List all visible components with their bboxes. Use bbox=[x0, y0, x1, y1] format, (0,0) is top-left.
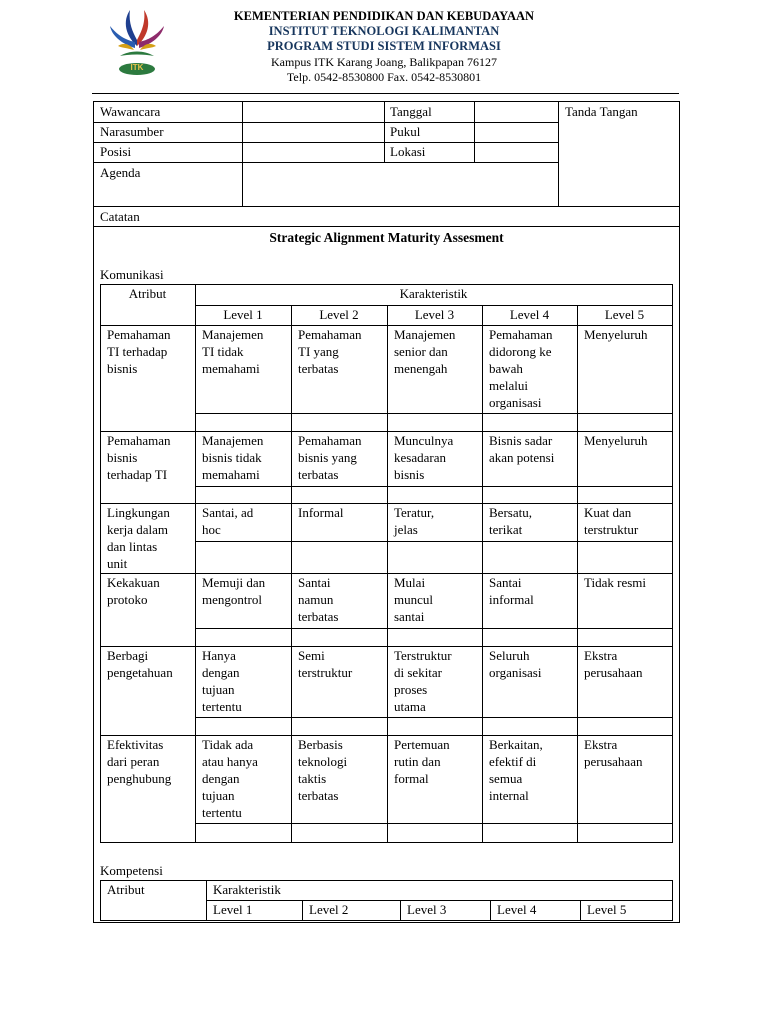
characteristic-text: Ekstra bbox=[584, 737, 618, 752]
characteristic-text: Bisnis sadar bbox=[489, 433, 553, 448]
section-kompetensi: Kompetensi bbox=[100, 863, 163, 878]
characteristic-text: Menyeluruh bbox=[584, 433, 648, 448]
label-wawancara: Wawancara bbox=[100, 104, 161, 119]
section-komunikasi: Komunikasi bbox=[100, 267, 164, 282]
info-line bbox=[93, 162, 558, 163]
characteristic-text: Memuji dan bbox=[202, 575, 266, 590]
characteristic-text: internal bbox=[489, 788, 529, 803]
characteristic-text: Munculnya bbox=[394, 433, 454, 448]
characteristic-text: atau hanya bbox=[202, 754, 258, 769]
characteristic-text: perusahaan bbox=[584, 665, 643, 680]
characteristic-text: Terstruktur bbox=[394, 648, 452, 663]
characteristic-text: bisnis tidak bbox=[202, 450, 262, 465]
attribute-label: Berbagi bbox=[107, 648, 149, 663]
label-posisi: Posisi bbox=[100, 144, 132, 159]
characteristic-text: terbatas bbox=[298, 467, 339, 482]
attribute-label: Pemahaman bbox=[107, 327, 171, 342]
characteristic-text: TI tidak bbox=[202, 344, 244, 359]
characteristic-text: bawah bbox=[489, 361, 523, 376]
label-pukul: Pukul bbox=[390, 124, 421, 139]
attribute-label: TI terhadap bbox=[107, 344, 168, 359]
characteristic-text: di sekitar bbox=[394, 665, 443, 680]
attribute-label: bisnis bbox=[107, 450, 138, 465]
characteristic-text: efektif di bbox=[489, 754, 537, 769]
characteristic-text: bisnis yang bbox=[298, 450, 357, 465]
characteristic-text: jelas bbox=[394, 522, 418, 537]
column-header-karakteristik: Karakteristik bbox=[399, 286, 468, 301]
level-header: Level 3 bbox=[407, 902, 447, 917]
characteristic-text: perusahaan bbox=[584, 754, 643, 769]
attribute-label: bisnis bbox=[107, 361, 138, 376]
characteristic-text: semua bbox=[489, 771, 523, 786]
level-header: Level 5 bbox=[604, 307, 645, 322]
characteristic-text: menengah bbox=[394, 361, 448, 376]
characteristic-text: tertentu bbox=[202, 805, 242, 820]
attribute-label: Kekakuan bbox=[107, 575, 160, 590]
attribute-label: kerja dalam bbox=[107, 522, 168, 537]
info-line bbox=[558, 101, 559, 206]
characteristic-text: memahami bbox=[202, 361, 260, 376]
characteristic-text: mengontrol bbox=[202, 592, 262, 607]
characteristic-text: organisasi bbox=[489, 665, 542, 680]
column-header-atribut: Atribut bbox=[128, 286, 167, 301]
characteristic-text: teknologi bbox=[298, 754, 348, 769]
level-header: Level 3 bbox=[414, 307, 455, 322]
characteristic-text: terbatas bbox=[298, 361, 339, 376]
column-header-atribut: Atribut bbox=[107, 882, 145, 897]
info-line bbox=[474, 101, 475, 162]
characteristic-text: namun bbox=[298, 592, 334, 607]
characteristic-text: Pemahaman bbox=[298, 327, 362, 342]
characteristic-text: didorong ke bbox=[489, 344, 552, 359]
attribute-label: dari peran bbox=[107, 754, 160, 769]
characteristic-text: dengan bbox=[202, 665, 240, 680]
characteristic-text: Santai bbox=[489, 575, 522, 590]
info-line bbox=[93, 206, 680, 207]
level-header: Level 2 bbox=[319, 307, 359, 322]
info-line bbox=[93, 142, 558, 143]
attribute-label: pengetahuan bbox=[107, 665, 173, 680]
label-lokasi: Lokasi bbox=[390, 144, 426, 159]
characteristic-text: proses bbox=[394, 682, 428, 697]
characteristic-text: informal bbox=[489, 592, 534, 607]
level-header: Level 4 bbox=[509, 307, 550, 322]
characteristic-text: akan potensi bbox=[489, 450, 555, 465]
characteristic-text: Mulai bbox=[394, 575, 426, 590]
level-header: Level 5 bbox=[587, 902, 627, 917]
characteristic-text: Pertemuan bbox=[394, 737, 450, 752]
characteristic-text: muncul bbox=[394, 592, 433, 607]
characteristic-text: organisasi bbox=[489, 395, 542, 410]
characteristic-text: Pemahaman bbox=[298, 433, 362, 448]
attribute-label: penghubung bbox=[107, 771, 172, 786]
characteristic-text: tertentu bbox=[202, 699, 242, 714]
characteristic-text: rutin dan bbox=[394, 754, 441, 769]
logo-text: ITK bbox=[130, 63, 144, 72]
characteristic-text: terikat bbox=[489, 522, 523, 537]
characteristic-text: Seluruh bbox=[489, 648, 530, 663]
header-divider bbox=[92, 93, 679, 94]
attribute-label: unit bbox=[107, 556, 128, 571]
label-agenda: Agenda bbox=[100, 165, 141, 180]
characteristic-text: Berkaitan, bbox=[489, 737, 543, 752]
assessment-title: Strategic Alignment Maturity Assesment bbox=[269, 230, 504, 245]
level-header: Level 1 bbox=[223, 307, 263, 322]
characteristic-text: utama bbox=[394, 699, 426, 714]
attribute-label: protoko bbox=[107, 592, 148, 607]
header-address: Kampus ITK Karang Joang, Balikpapan 76127 bbox=[271, 55, 497, 69]
characteristic-text: terbatas bbox=[298, 609, 339, 624]
characteristic-text: hoc bbox=[202, 522, 221, 537]
form-frame bbox=[93, 101, 680, 923]
characteristic-text: Teratur, bbox=[394, 505, 435, 520]
characteristic-text: melalui bbox=[489, 378, 528, 393]
info-line bbox=[384, 101, 385, 162]
characteristic-text: Pemahaman bbox=[489, 327, 553, 342]
info-line bbox=[93, 226, 680, 227]
label-narasumber: Narasumber bbox=[100, 124, 164, 139]
characteristic-text: senior dan bbox=[394, 344, 448, 359]
label-tanda-tangan: Tanda Tangan bbox=[565, 104, 638, 119]
characteristic-text: kesadaran bbox=[394, 450, 446, 465]
level-header: Level 1 bbox=[213, 902, 253, 917]
characteristic-text: Informal bbox=[298, 505, 344, 520]
characteristic-text: Manajemen bbox=[202, 327, 264, 342]
characteristic-text: Semi bbox=[298, 648, 325, 663]
characteristic-text: tujuan bbox=[202, 788, 235, 803]
characteristic-text: taktis bbox=[298, 771, 327, 786]
header-phone: Telp. 0542-8530800 Fax. 0542-8530801 bbox=[286, 70, 482, 84]
label-tanggal: Tanggal bbox=[390, 104, 432, 119]
characteristic-text: Hanya bbox=[202, 648, 236, 663]
characteristic-text: memahami bbox=[202, 467, 260, 482]
characteristic-text: terstruktur bbox=[298, 665, 353, 680]
characteristic-text: dengan bbox=[202, 771, 240, 786]
characteristic-text: Ekstra bbox=[584, 648, 618, 663]
characteristic-text: Manajemen bbox=[394, 327, 456, 342]
level-header: Level 2 bbox=[309, 902, 349, 917]
attribute-label: Pemahaman bbox=[107, 433, 171, 448]
info-line bbox=[242, 101, 243, 206]
characteristic-text: santai bbox=[394, 609, 425, 624]
attribute-label: dan lintas bbox=[107, 539, 158, 554]
header-ministry: KEMENTERIAN PENDIDIKAN DAN KEBUDAYAAN bbox=[233, 9, 535, 23]
label-catatan: Catatan bbox=[100, 209, 140, 224]
attribute-label: Efektivitas bbox=[107, 737, 164, 752]
header-institute: INSTITUT TEKNOLOGI KALIMANTAN bbox=[268, 24, 500, 38]
characteristic-text: terbatas bbox=[298, 788, 339, 803]
characteristic-text: Berbasis bbox=[298, 737, 343, 752]
attribute-label: Lingkungan bbox=[107, 505, 170, 520]
characteristic-text: formal bbox=[394, 771, 429, 786]
characteristic-text: Santai bbox=[298, 575, 331, 590]
characteristic-text: terstruktur bbox=[584, 522, 639, 537]
attribute-label: terhadap TI bbox=[107, 467, 168, 482]
characteristic-text: TI yang bbox=[298, 344, 339, 359]
characteristic-text: tujuan bbox=[202, 682, 235, 697]
characteristic-text: Menyeluruh bbox=[584, 327, 648, 342]
characteristic-text: Bersatu, bbox=[489, 505, 532, 520]
column-header-karakteristik: Karakteristik bbox=[213, 882, 281, 897]
characteristic-text: Tidak ada bbox=[202, 737, 254, 752]
characteristic-text: Santai, ad bbox=[202, 505, 254, 520]
characteristic-text: bisnis bbox=[394, 467, 425, 482]
characteristic-text: Kuat dan bbox=[584, 505, 632, 520]
header-program: PROGRAM STUDI SISTEM INFORMASI bbox=[267, 39, 501, 53]
characteristic-text: Manajemen bbox=[202, 433, 264, 448]
characteristic-text: Tidak resmi bbox=[584, 575, 646, 590]
level-header: Level 4 bbox=[497, 902, 537, 917]
